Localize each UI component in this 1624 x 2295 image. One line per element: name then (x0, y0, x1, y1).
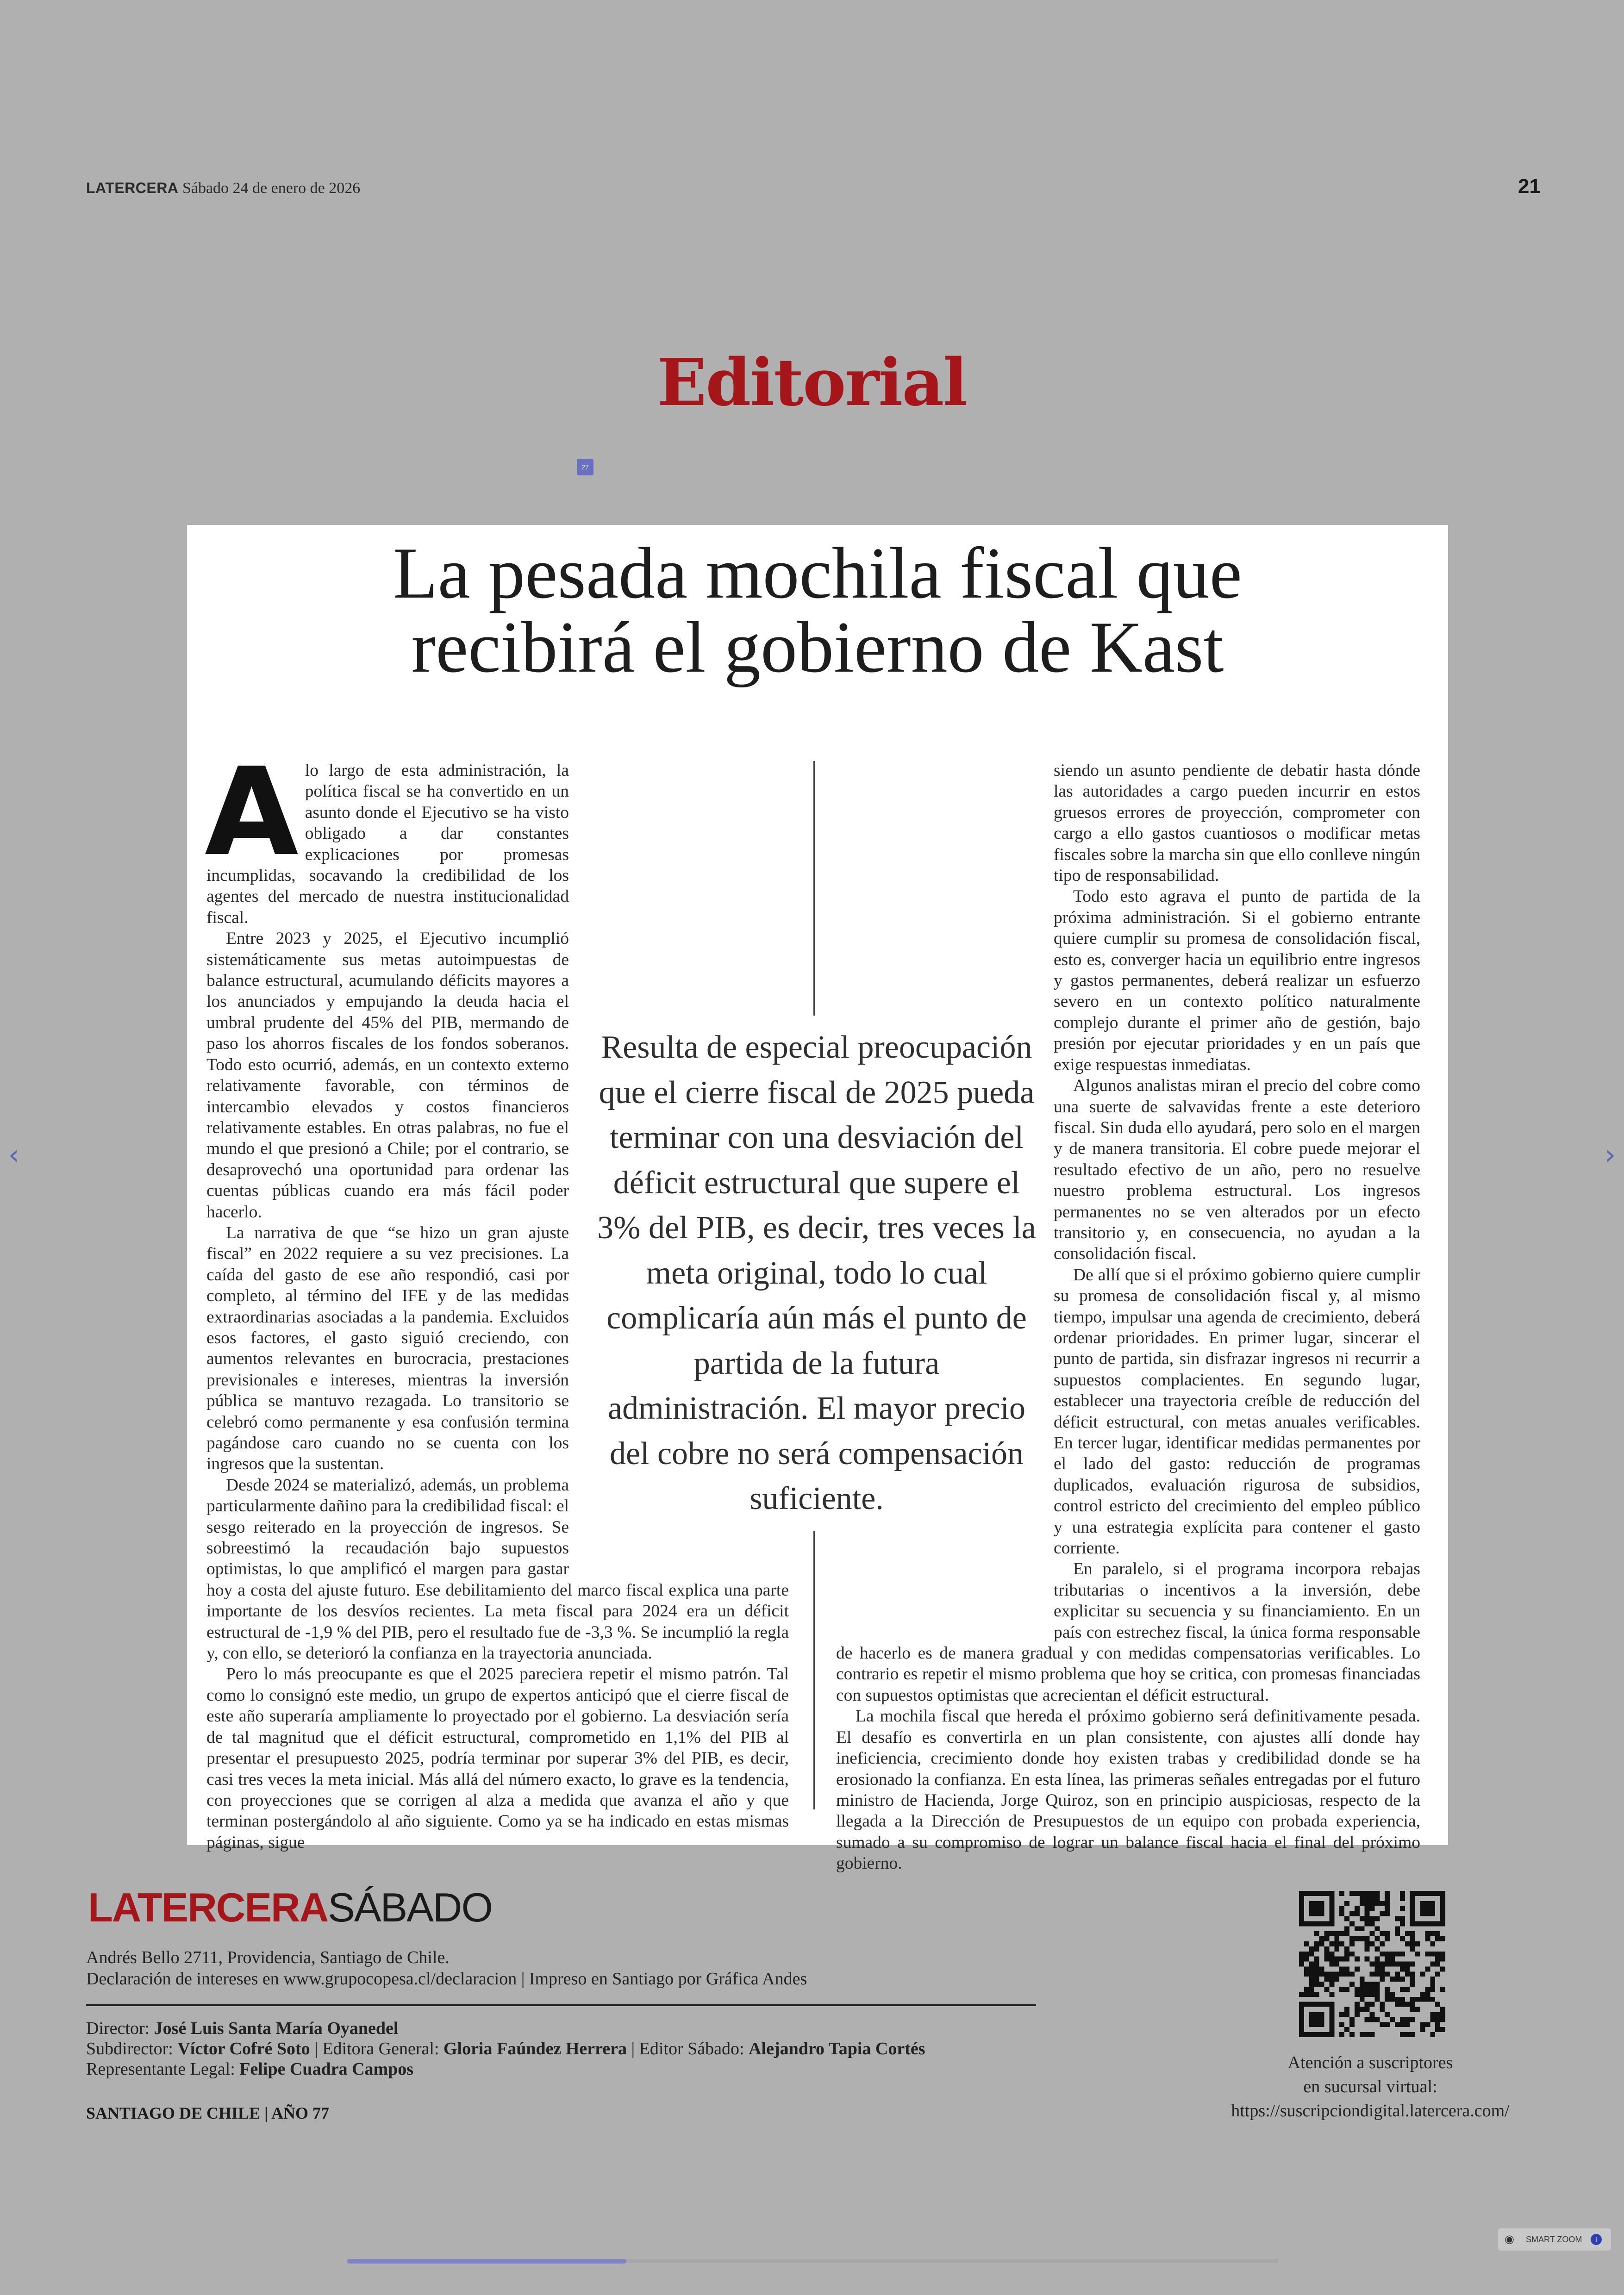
headline-line-2: recibirá el gobierno de Kast (411, 607, 1224, 688)
page-number: 21 (1518, 175, 1541, 198)
subdirector-name: Víctor Cofré Soto (177, 2039, 310, 2058)
header-brand: LATERCERA (86, 180, 179, 196)
page-scroll-thumb[interactable] (347, 2259, 626, 2264)
footer-logo-edition: SÁBADO (328, 1884, 492, 1930)
drop-cap: A (205, 742, 299, 883)
footer-logo (88, 1884, 492, 1931)
article-hotspot-marker[interactable]: 27 (577, 459, 593, 475)
chevron-right-icon[interactable]: › (1605, 1139, 1616, 1171)
pull-quote: Resulta de especial preocupación que el cierre fiscal de 2025 pueda terminar con una desviación del déficit estructural que supere el 3% del PIB, es decir, tres veces la meta original, todo lo cual complicaría aún más el punto de partida de la futura administración. El mayor precio del cobre no será compensación suficiente. (594, 1016, 1039, 1531)
section-title: Editorial (657, 345, 967, 421)
info-badge-icon: i (1591, 2234, 1602, 2245)
article-paragraph: La narrativa de que “se hizo un gran ajuste fiscal” en 2022 requiere a su vez precisiones. La caída del gasto de ese año respondió, casi por completo, al término del IFE y de las medidas extraordinarias asociadas a la pandemia. Excluidos esos factores, el gasto siguió creciendo, con aumentos relevantes en burocracia, prestaciones previsionales e intereses, mientras la inversión pública se mantuvo rezagada. Lo transitorio se celebró como permanente y esa confusión termina pagándose caro cuando no se cuenta con los ingresos que la sustentan. (206, 1223, 569, 1474)
footer-logo-brand: LATERCERA (88, 1884, 328, 1930)
article-paragraph: Desde 2024 se materializó, además, un problema particularmente dañino para la credibilidad fiscal: el sesgo reiterado en la proyección de ingresos. Se sobreestimó la recaudación bajo supuestos optimistas, lo que amplificó el margen para gastar hoy a costa del ajuste futuro. Ese debilitamiento del marco fiscal explica una parte importante de los desvíos recientes. La meta fiscal para 2024 era un déficit estructural de -1,9 % del PIB, pero el resultado fue de -3,3 %. Se incumplió la regla y, con ello, se deterioró la confianza en la trayectoria anunciada. (206, 1475, 789, 1663)
eye-icon: ◉ (1505, 2233, 1514, 2245)
smart-zoom-label: SMART ZOOM (1526, 2235, 1582, 2244)
subscriber-line-1: Atención a suscriptores (1287, 2053, 1453, 2072)
footer-staff: Director: José Luis Santa María Oyanedel Subdirector: Víctor Cofré Soto | Editora General: Gloria Faúndez Herrera | Editor Sábado: Alejandro Tapia Cortés Representante Legal: Felipe Cuadra Campos (86, 2019, 925, 2079)
footer-address: Andrés Bello 2711, Providencia, Santiago de Chile. (86, 1948, 450, 1967)
page-header-left (86, 180, 360, 197)
headline-line-1: La pesada mochila fiscal que (393, 533, 1242, 614)
article-paragraph: Algunos analistas miran el precio del cobre como una suerte de salvavidas frente a este deterioro fiscal. Sin duda ello ayudará, pero solo en el margen y de manera transitoria. El cobre puede mejorar el resultado efectivo de un año, pero no resuelve nuestro problema estructural. Los ingresos permanentes no se ven alterados por un efecto transitorio y, en consecuencia, no ayudan a la consolidación fiscal. (1054, 1076, 1420, 1264)
article-paragraph: Alo largo de esta administración, la política fiscal se ha convertido en un asunto donde el Ejecutivo se ha visto obligado a dar constantes explicaciones por promesas incumplidas, socavando la credibilidad de los agentes del mercado de nuestra institucionalidad fiscal. (205, 742, 569, 927)
editora-name: Gloria Faúndez Herrera (443, 2039, 627, 2058)
footer-declaration: Declaración de intereses en www.grupocopesa.cl/declaracion | Impreso en Santiago por Gráfica Andes (86, 1969, 807, 1989)
chevron-left-icon[interactable]: ‹ (8, 1139, 19, 1171)
article-paragraph: De allí que si el próximo gobierno quiere cumplir su promesa de consolidación fiscal y, al mismo tiempo, impulsar una agenda de crecimiento, deberá ordenar prioridades. En primer lugar, sincerar el punto de partida, sin disfrazar ingresos ni recurrir a supuestos complacientes. En segundo lugar, establecer una trayectoria creíble de reducción del déficit estructural, con metas anuales verificables. En tercer lugar, identificar medidas permanentes por el lado del gasto: reducción de programas duplicados, evaluación rigurosa de subsidios, control estricto del crecimiento del empleo público y una estrategia explícita para contener el gasto corriente. (1054, 1265, 1420, 1558)
director-name: José Luis Santa María Oyanedel (154, 2019, 399, 2038)
article-card[interactable] (187, 525, 1448, 1873)
qr-code-icon[interactable] (1299, 1891, 1445, 2037)
subscriber-info (1185, 2051, 1555, 2123)
article-paragraph: Entre 2023 y 2025, el Ejecutivo incumplió sistemáticamente sus metas autoimpuestas de balance estructural, acumulando déficits mayores a los anunciados y empujando la deuda hacia el umbral prudente del 45% del PIB, mermando de paso los ahorros fiscales de los fondos soberanos. Todo esto ocurrió, además, en un contexto externo relativamente favorable, con términos de intercambio elevados y costos financieros relativamente estables. En otras palabras, no fue el mundo el que presionó a Chile; por el contrario, se desaprovechó una oportunidad para ordenar las cuentas públicas cuando era más fácil poder hacerlo. (206, 929, 569, 1222)
article-headline (187, 533, 1448, 688)
article-paragraph: siendo un asunto pendiente de debatir hasta dónde las autoridades a cargo pueden incurrir en estos gruesos errores de proyección, comprometer con cargo a ello gastos cuantiosos o modificar metas fiscales sobre la marcha sin que ello conlleve ningún tipo de responsabilidad. (1054, 761, 1420, 886)
legal-rep-name: Felipe Cuadra Campos (239, 2059, 414, 2079)
subscriber-line-2: en sucursal virtual: (1303, 2077, 1437, 2096)
footer-city-year: SANTIAGO DE CHILE | AÑO 77 (86, 2104, 330, 2122)
article-paragraph: En paralelo, si el programa incorpora rebajas tributarias o incentivos a la inversión, debe explicitar su secuencia y su financiamiento. En un país con estrechez fiscal, la única forma responsable de hacerlo es de manera gradual y con medidas compensatorias verificables. Lo contrario es repetir el mismo problema que hoy se critica, con promesas financiadas con supuestos optimistas que acrecientan el déficit estructural. (836, 1559, 1420, 1705)
header-date: Sábado 24 de enero de 2026 (182, 180, 361, 197)
editor-sabado-name: Alejandro Tapia Cortés (749, 2039, 925, 2058)
article-paragraph: Todo esto agrava el punto de partida de la próxima administración. Si el gobierno entrante quiere cumplir su promesa de consolidación fiscal, esto es, converger hacia un equilibrio entre ingresos y gastos permanentes, deberá realizar un esfuerzo severo en un contexto político naturalmente complejo durante el primer año de gestión, bajo presión por ejecutar prioridades y en un país que exige respuestas inmediatas. (1054, 887, 1420, 1074)
smart-zoom-button[interactable] (1498, 2228, 1611, 2251)
footer-divider (86, 2004, 1036, 2006)
article-paragraph: La mochila fiscal que hereda el próximo gobierno será definitivamente pesada. El desafío es convertirla en un plan consistente, con ajustes allí donde hay ineficiencia, crecimiento donde hoy existen trabas y credibilidad donde se ha erosionado la confianza. En esta línea, las primeras señales entregadas por el futuro ministro de Hacienda, Jorge Quiroz, son en principio auspiciosas, respecto de la llegada a la Dirección de Presupuestos de un equipo con probada experiencia, sumado a su compromiso de lograr un balance fiscal hacia el final del próximo gobierno. (836, 1707, 1420, 1873)
footer-address-block (86, 1947, 807, 1989)
article-paragraph: Pero lo más preocupante es que el 2025 pareciera repetir el mismo patrón. Tal como lo consignó este medio, un grupo de expertos anticipó que el cierre fiscal de este año superaría ampliamente lo proyectado por el gobierno. La desviación sería de tal magnitud que el déficit estructural, comprometido en 1,1% del PIB al presentar el presupuesto 2025, podría terminar por superar 3% del PIB, es decir, casi tres veces la meta inicial. Más allá del número exacto, lo grave es la tendencia, con proyecciones que se corrigen al alza a medida que avanza el año y que terminan postergándolo al año siguiente. Como ya se ha indicado en estas mismas páginas, sigue (206, 1665, 789, 1852)
subscriber-url[interactable]: https://suscripciondigital.latercera.com/ (1231, 2101, 1510, 2120)
